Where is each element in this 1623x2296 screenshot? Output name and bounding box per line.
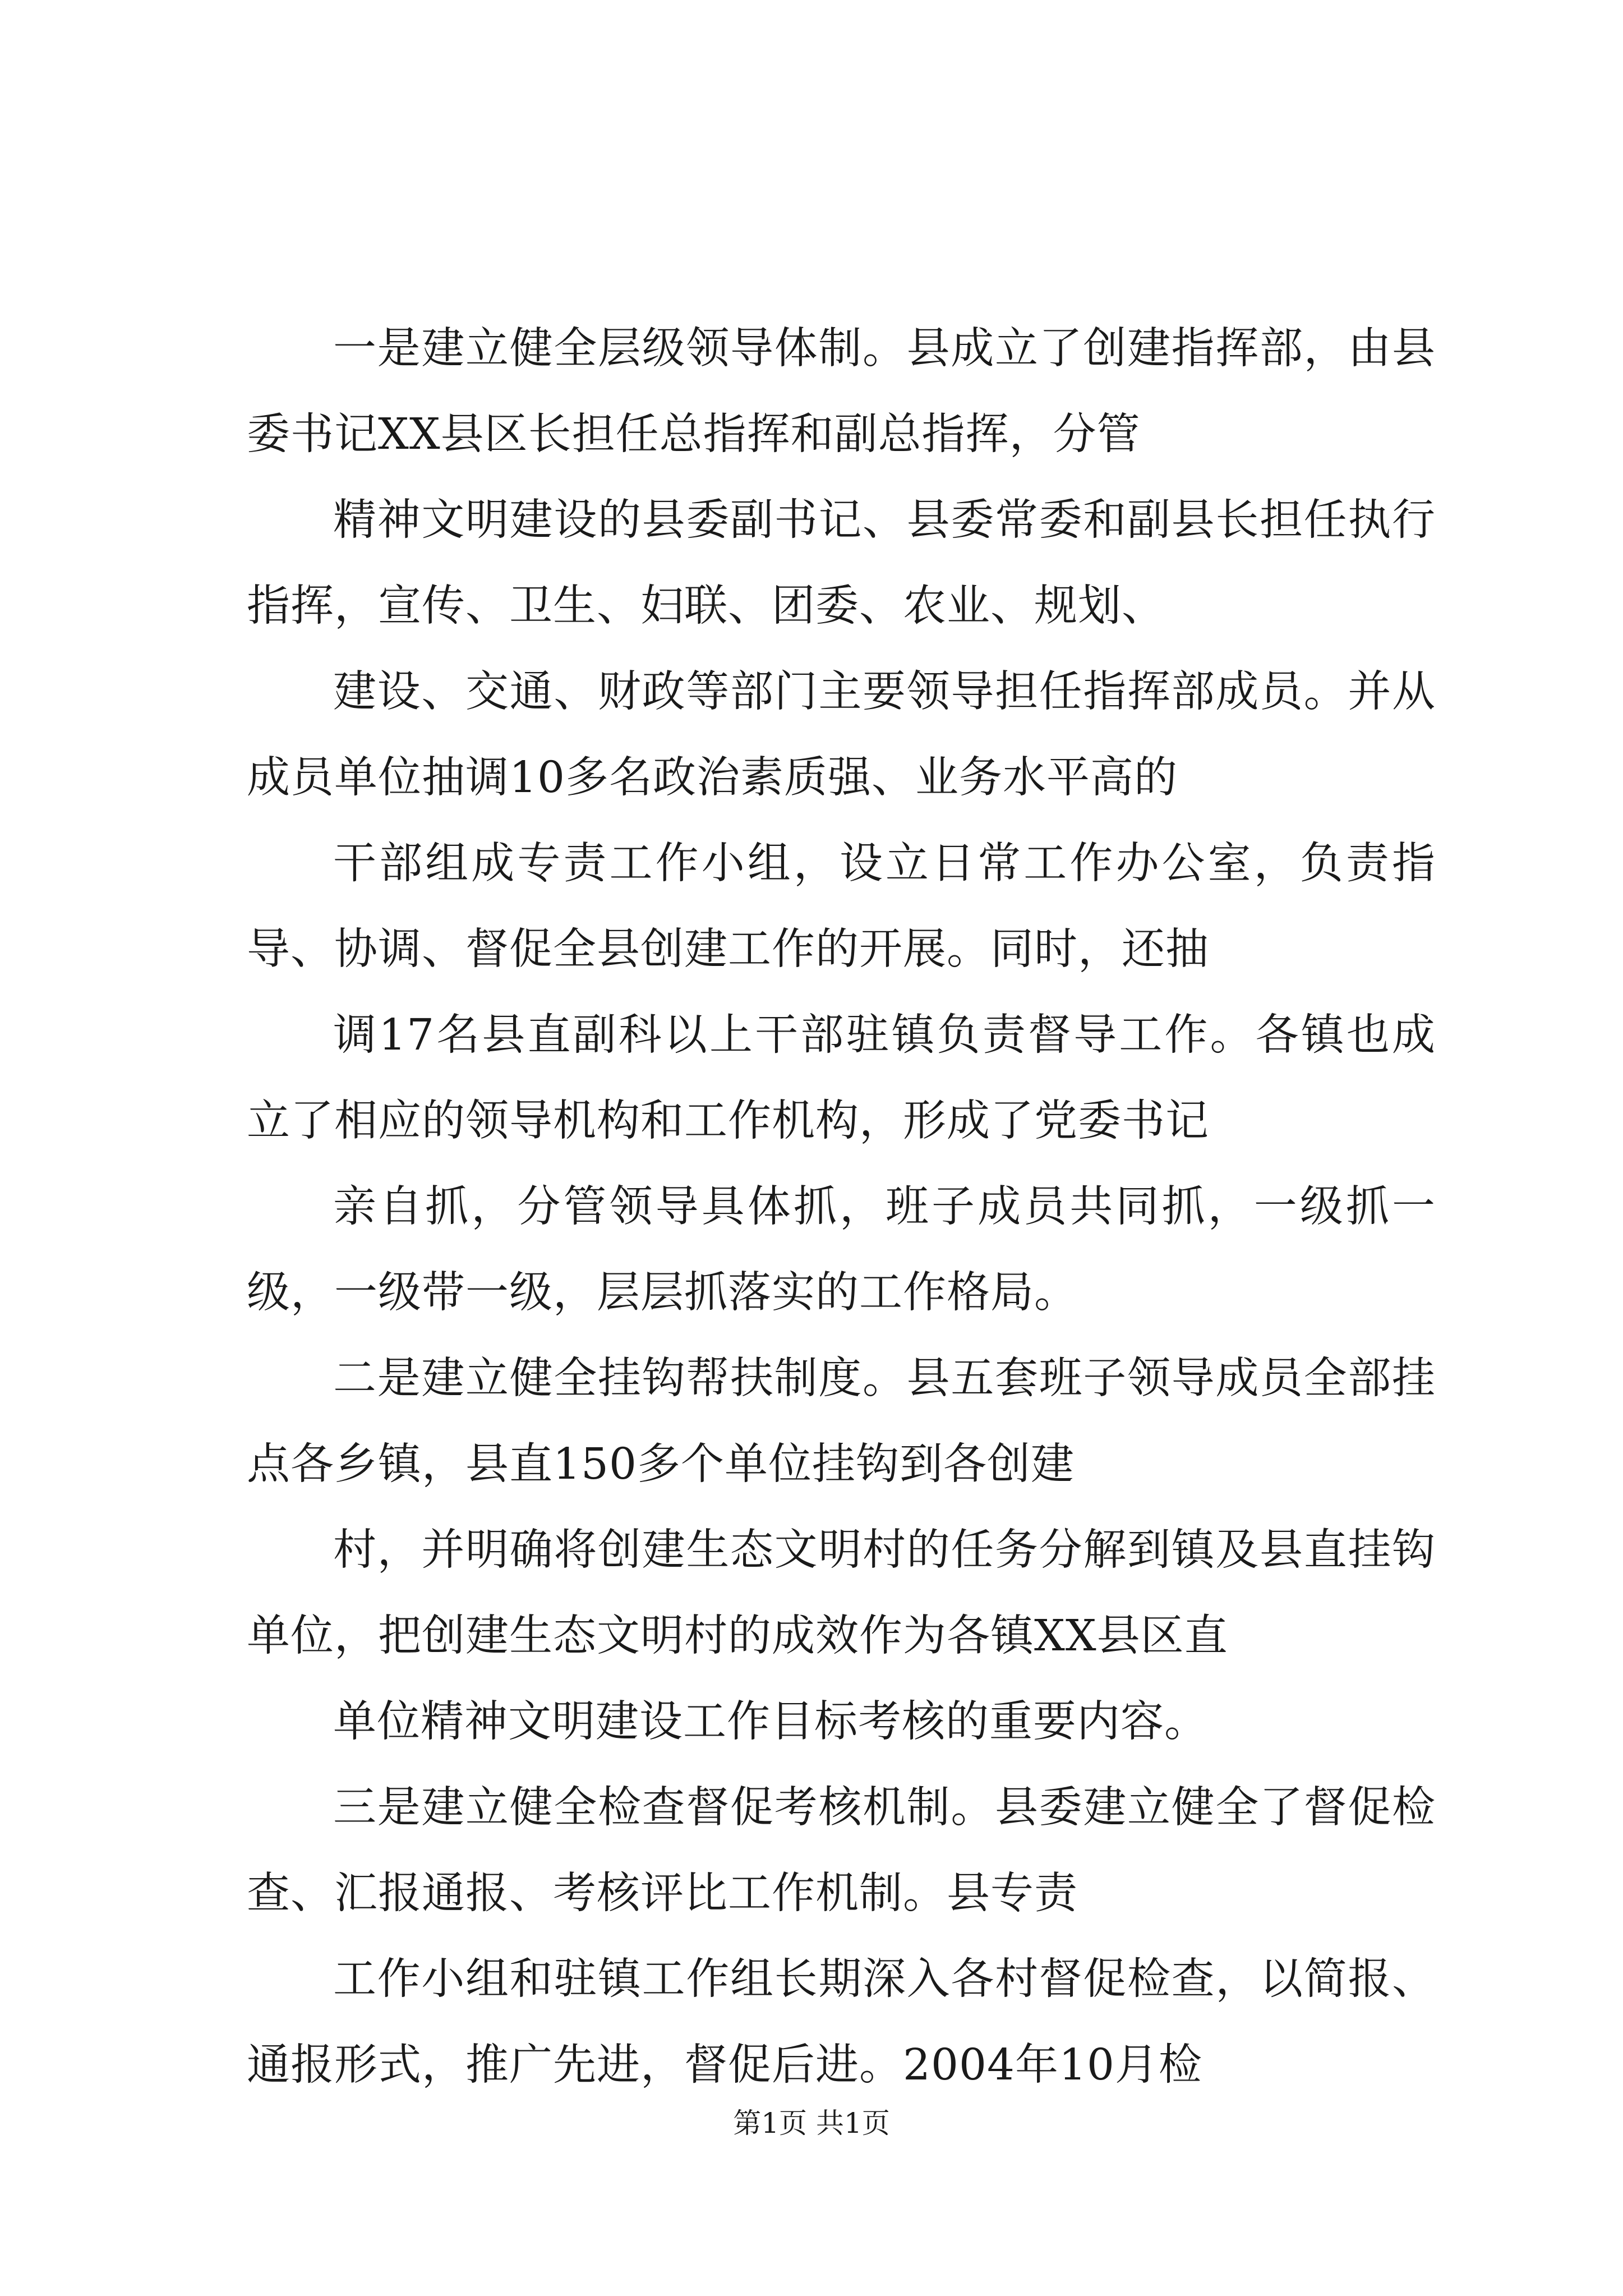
paragraph: 亲自抓，分管领导具体抓，班子成员共同抓，一级抓一级，一级带一级，层层抓落实的工作格局。 (247, 1182, 1436, 1318)
paragraph: 一是建立健全层级领导体制。县成立了创建指挥部，由县委书记XX县区长担任总指挥和副总指挥，分管 (247, 324, 1436, 459)
paragraph: 调17名县直副科以上干部驻镇负责督导工作。各镇也成立了相应的领导机构和工作机构，形成了党委书记 (247, 1010, 1436, 1146)
paragraph: 三是建立健全检查督促考核机制。县委建立健全了督促检查、汇报通报、考核评比工作机制。县专责 (247, 1783, 1436, 1918)
page-number-footer: 第1页 共1页 (733, 2107, 890, 2139)
paragraph: 单位精神文明建设工作目标考核的重要内容。 (333, 1697, 1208, 1747)
document-body (247, 306, 1436, 2108)
paragraph: 干部组成专责工作小组，设立日常工作办公室，负责指导、协调、督促全县创建工作的开展。同时，还抽 (247, 839, 1436, 974)
paragraph: 二是建立健全挂钩帮扶制度。县五套班子领导成员全部挂点各乡镇，县直150多个单位挂钩到各创建 (247, 1354, 1436, 1489)
paragraph: 村，并明确将创建生态文明村的任务分解到镇及县直挂钩单位，把创建生态文明村的成效作为各镇XX县区直 (247, 1525, 1436, 1661)
paragraph: 工作小组和驻镇工作组长期深入各村督促检查，以简报、通报形式，推广先进，督促后进。2004年10月检 (247, 1954, 1436, 2090)
paragraph: 建设、交通、财政等部门主要领导担任指挥部成员。并从成员单位抽调10多名政治素质强、业务水平高的 (247, 667, 1436, 803)
paragraph: 精神文明建设的县委副书记、县委常委和副县长担任执行指挥，宣传、卫生、妇联、团委、农业、规划、 (247, 495, 1436, 631)
